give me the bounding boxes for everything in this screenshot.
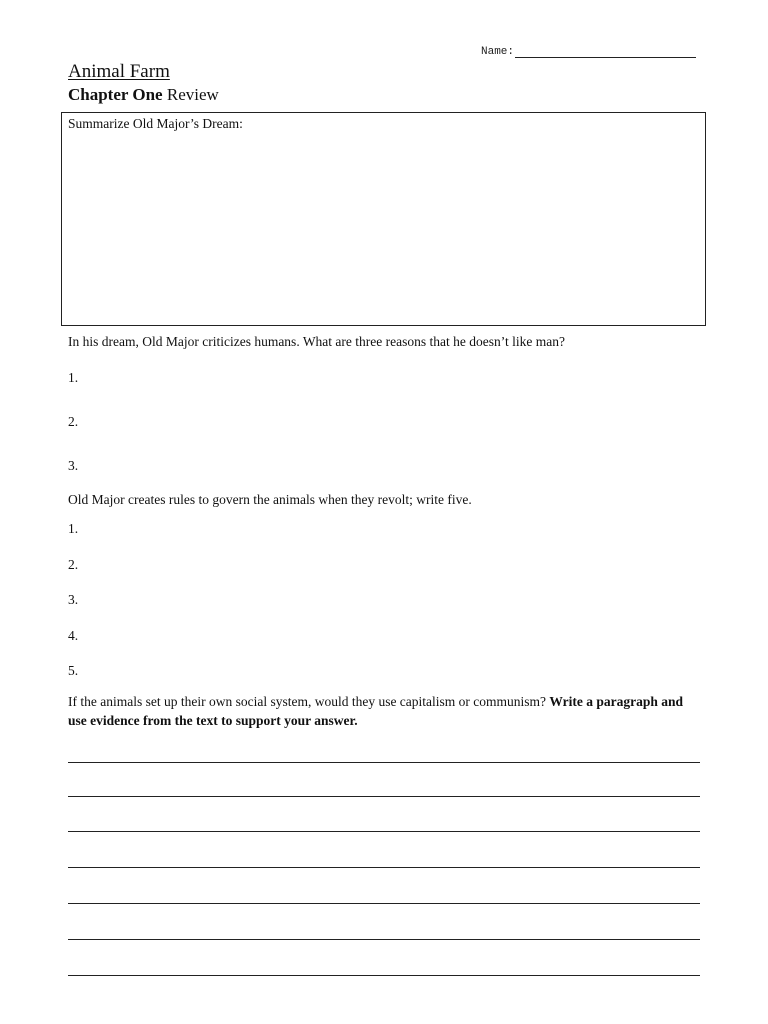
- answer-line[interactable]: [68, 762, 700, 763]
- subtitle-rest: Review: [162, 85, 219, 104]
- question-3-text: [68, 692, 688, 730]
- subtitle-bold: Chapter One: [68, 85, 163, 104]
- question-3-instruction: Write a paragraph and use evidence from the text to support your answer.: [68, 694, 684, 728]
- summary-answer-box[interactable]: [61, 112, 706, 326]
- worksheet-subtitle: [68, 85, 219, 105]
- answer-line[interactable]: [68, 831, 700, 832]
- question-1-item-1: 1.: [68, 370, 79, 385]
- answer-line[interactable]: [68, 867, 700, 868]
- answer-line[interactable]: [68, 903, 700, 904]
- answer-line[interactable]: [68, 939, 700, 940]
- answer-line[interactable]: [68, 975, 700, 976]
- question-1-item-2: 2.: [68, 414, 79, 429]
- question-2-item-5: 5.: [68, 663, 79, 678]
- answer-line[interactable]: [68, 796, 700, 797]
- question-2-item-1: 1.: [68, 521, 79, 536]
- question-1-item-3: 3.: [68, 458, 79, 473]
- question-2-item-2: 2.: [68, 557, 79, 572]
- name-label: Name:: [481, 46, 515, 58]
- question-2-item-3: 3.: [68, 592, 79, 607]
- question-2-item-4: 4.: [68, 628, 79, 643]
- summary-box-label: Summarize Old Major’s Dream:: [68, 116, 243, 131]
- name-field[interactable]: [481, 45, 696, 58]
- question-2-text: Old Major creates rules to govern the animals when they revolt; write five.: [68, 492, 472, 507]
- name-blank-line[interactable]: [515, 45, 696, 58]
- question-1-text: In his dream, Old Major criticizes humans. What are three reasons that he doesn’t like man?: [68, 334, 565, 349]
- question-3-prompt: If the animals set up their own social system, would they use capitalism or communism?: [68, 694, 550, 709]
- worksheet-title: Animal Farm: [68, 61, 170, 82]
